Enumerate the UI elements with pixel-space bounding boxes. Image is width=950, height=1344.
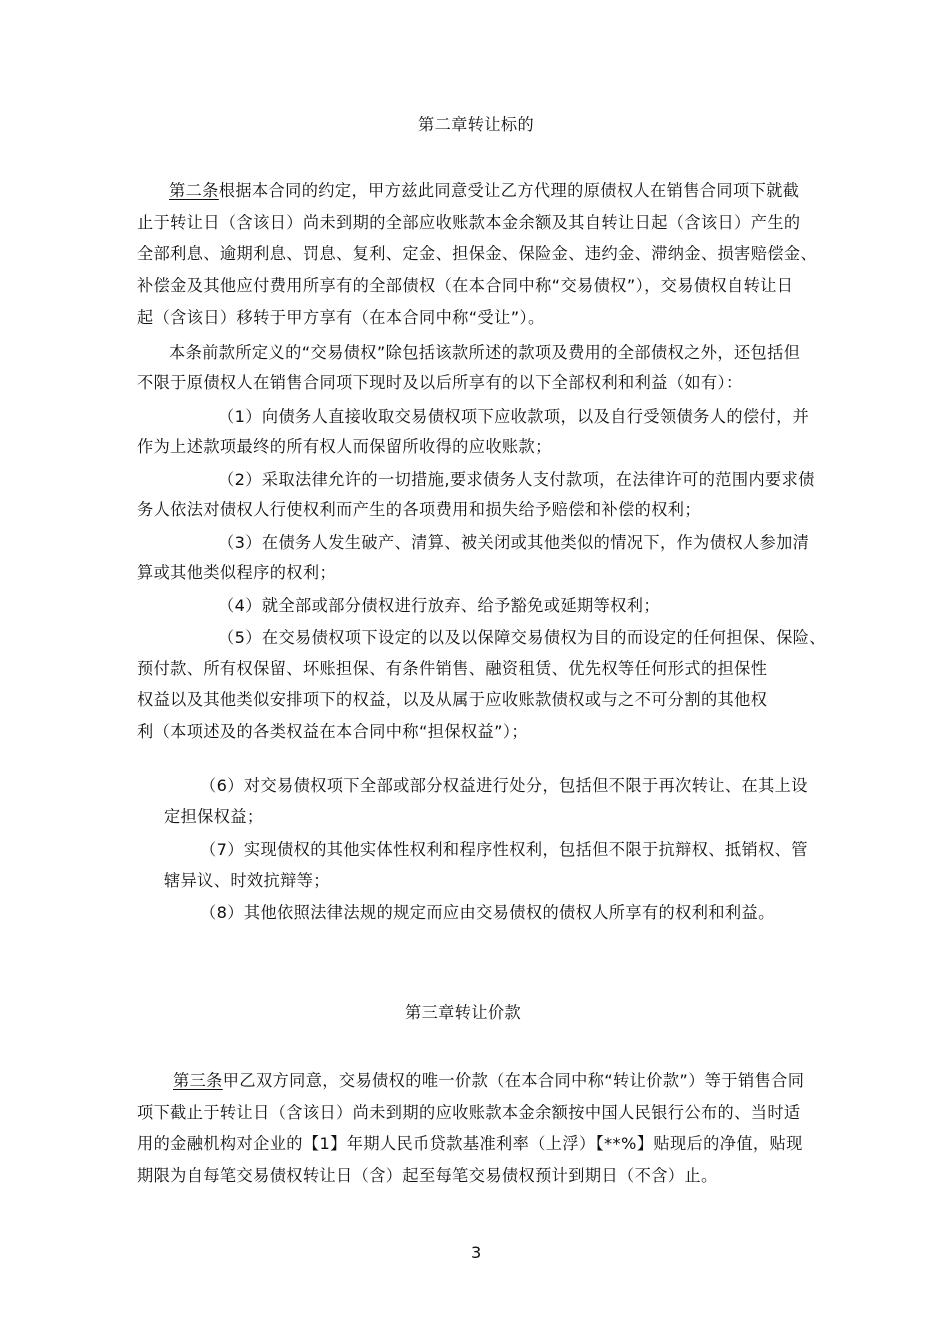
article-2-label: 第二条 [169,181,219,200]
item-6-line-1: （6）对交易债权项下全部或部分权益进行处分，包括但不限于再次转让、在其上设 [200,776,808,795]
article-2-line-4: 补偿金及其他应付费用所享有的全部债权（在本合同中称“交易债权”），交易债权自转让日 [137,276,794,295]
article-3-line-3: 用的金融机构对企业的【1】年期人民币贷款基准利率（上浮）【**%】贴现后的净值，贴现 [137,1134,803,1153]
item-7-line-1: （7）实现债权的其他实体性权利和程序性权利，包括但不限于抗辩权、抵销权、管 [200,840,808,859]
item-3-line-1: （3）在债务人发生破产、清算、被关闭或其他类似的情况下，作为债权人参加清 [218,533,810,552]
article-2-line-2: 止于转让日（含该日）尚未到期的全部应收账款本金余额及其自转让日起（含该日）产生的 [137,213,801,232]
item-6-line-2: 定担保权益； [164,807,264,826]
item-1-line-2: 作为上述款项最终的所有权人而保留所收得的应收账款； [137,437,552,456]
item-1-line-1: （1）向债务人直接收取交易债权项下应收款项，以及自行受领债务人的偿付，并 [218,407,810,426]
chapter-3-title: 第三章转让价款 [405,1003,522,1022]
chapter-2-title: 第二章转让标的 [418,115,535,134]
item-5-line-2: 预付款、所有权保留、坏账担保、有条件销售、融资租赁、优先权等任何形式的担保性 [137,659,768,678]
article-2-line-3: 全部利息、逾期利息、罚息、复利、定金、担保金、保险金、违约金、滞纳金、损害赔偿金、 [137,244,818,263]
item-7-line-2: 辖异议、时效抗辩等； [164,871,330,890]
article-2-line-5: 起（含该日）移转于甲方享有（在本合同中称“受让”）。 [137,308,545,327]
item-3-line-2: 算或其他类似程序的权利； [137,563,337,582]
item-5-line-1: （5）在交易债权项下设定的以及以保障交易债权为目的而设定的任何担保、保险、 [218,628,826,647]
article-3-line-1: 第三条甲乙双方同意，交易债权的唯一价款（在本合同中称“转让价款”）等于销售合同 [173,1071,805,1090]
paragraph-2-line-2: 不限于原债权人在销售合同项下现时及以后所享有的以下全部权利和利益（如有）： [137,373,743,392]
paragraph-2-line-1: 本条前款所定义的“交易债权”除包括该款所述的款项及费用的全部债权之外，还包括但 [169,343,801,362]
item-5-line-4: 利（本项述及的各类权益在本合同中称“担保权益”）； [137,722,528,741]
item-5-line-3: 权益以及其他类似安排项下的权益，以及从属于应收账款债权或与之不可分割的其他权 [137,690,768,709]
article-2-line-1: 第二条根据本合同的约定，甲方兹此同意受让乙方代理的原债权人在销售合同项下就截 [169,181,800,200]
article-3-line-2: 项下截止于转让日（含该日）尚未到期的应收账款本金余额按中国人民银行公布的、当时适 [137,1103,801,1122]
article-3-line-4: 期限为自每笔交易债权转让日（含）起至每笔交易债权预计到期日（不含）止。 [137,1166,718,1185]
item-2-line-2: 务人依法对债权人行使权利而产生的各项费用和损失给予赔偿和补偿的权利； [137,500,701,519]
article-3-label: 第三条 [173,1071,223,1090]
item-2-line-1: （2）采取法律允许的一切措施,要求债务人支付款项，在法律许可的范围内要求债 [218,470,815,489]
page-number: 3 [471,1243,482,1262]
item-8-line-1: （8）其他依照法律法规的规定而应由交易债权的债权人所享有的权利和利益。 [200,903,775,922]
item-4-line-1: （4）就全部或部分债权进行放弃、给予豁免或延期等权利； [218,596,660,615]
